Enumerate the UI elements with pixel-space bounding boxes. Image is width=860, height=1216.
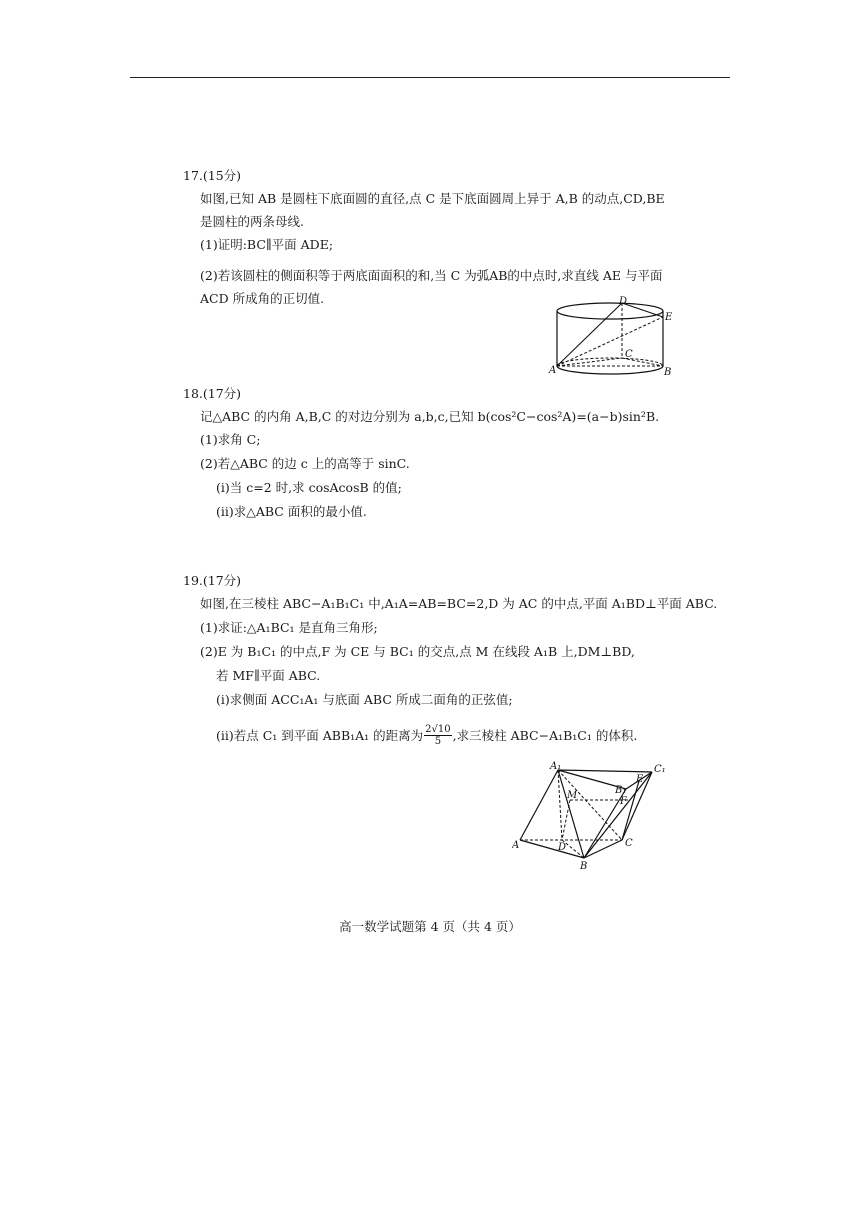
q19-label-a1: A₁ [550,761,562,772]
q18-part-2-i: (i)当 c=2 时,求 cosAcosB 的值; [216,480,402,495]
q18-part-2-ii: (ii)求△ABC 面积的最小值. [216,504,367,519]
q17-header: 17.(15分) [183,168,242,183]
q19-part-2-ii-text: (ii)若点 C₁ 到平面 ABB₁A₁ 的距离为 [216,727,424,743]
q17-label-d: D [619,296,628,307]
fraction [424,724,451,747]
q19-part-2: (2)E 为 B₁C₁ 的中点,F 为 CE 与 BC₁ 的交点,点 M 在线段 A₁B 上,DM⊥BD, [200,644,635,659]
q19-part-2-ii-tail: ,求三棱柱 ABC−A₁B₁C₁ 的体积. [452,727,638,743]
q18-line-1: 记△ABC 的内角 A,B,C 的对边分别为 a,b,c,已知 b(cos²C−cos²A)=(a−b)sin²B. [200,409,660,424]
q17-label-a: A [549,365,557,376]
q19-line-1: 如图,在三棱柱 ABC−A₁B₁C₁ 中,A₁A=AB=BC=2,D 为 AC 的中点,平面 A₁BD⊥平面 ABC. [200,596,718,611]
q19-label-c: C [625,838,633,849]
prism-figure [512,760,672,872]
fraction-denominator: 5 [434,736,442,747]
cylinder-figure [548,295,678,380]
q19-part-2-i: (i)求侧面 ACC₁A₁ 与底面 ABC 所成二面角的正弦值; [216,692,513,707]
q19-label-a: A [512,840,520,851]
q19-part-2-ii [216,724,637,747]
top-rule [130,77,730,78]
q19-label-b1: B₁ [615,785,627,796]
page-footer: 高一数学试题第 4 页（共 4 页） [339,919,521,934]
q19-label-c1: C₁ [654,764,666,775]
q19-label-e: E [636,774,644,785]
q17-line-2: 是圆柱的两条母线. [200,214,304,229]
q18-part-1: (1)求角 C; [200,432,261,447]
q17-label-c: C [625,349,633,360]
q17-line-1: 如图,已知 AB 是圆柱下底面圆的直径,点 C 是下底面圆周上异于 A,B 的动点,CD,BE [200,191,665,206]
fraction-numerator: 2√10 [425,724,451,735]
q17-label-e: E [665,312,673,323]
q17-part-1: (1)证明:BC∥平面 ADE; [200,237,334,252]
q17-part-2: (2)若该圆柱的侧面积等于两底面面积的和,当 C 为弧AB的中点时,求直线 AE 与平面 [200,268,663,283]
q19-part-1: (1)求证:△A₁BC₁ 是直角三角形; [200,620,378,635]
q17-label-b: B [664,367,672,378]
q19-label-f: F [620,796,627,807]
q19-header: 19.(17分) [183,573,242,588]
q17-line-5: ACD 所成角的正切值. [200,291,325,306]
q19-label-m: M [567,790,578,801]
q18-part-2: (2)若△ABC 的边 c 上的高等于 sinC. [200,456,410,471]
q19-label-b: B [580,861,588,872]
q19-label-d: D [558,842,567,853]
q19-line-4: 若 MF∥平面 ABC. [216,668,321,683]
q18-header: 18.(17分) [183,386,242,401]
